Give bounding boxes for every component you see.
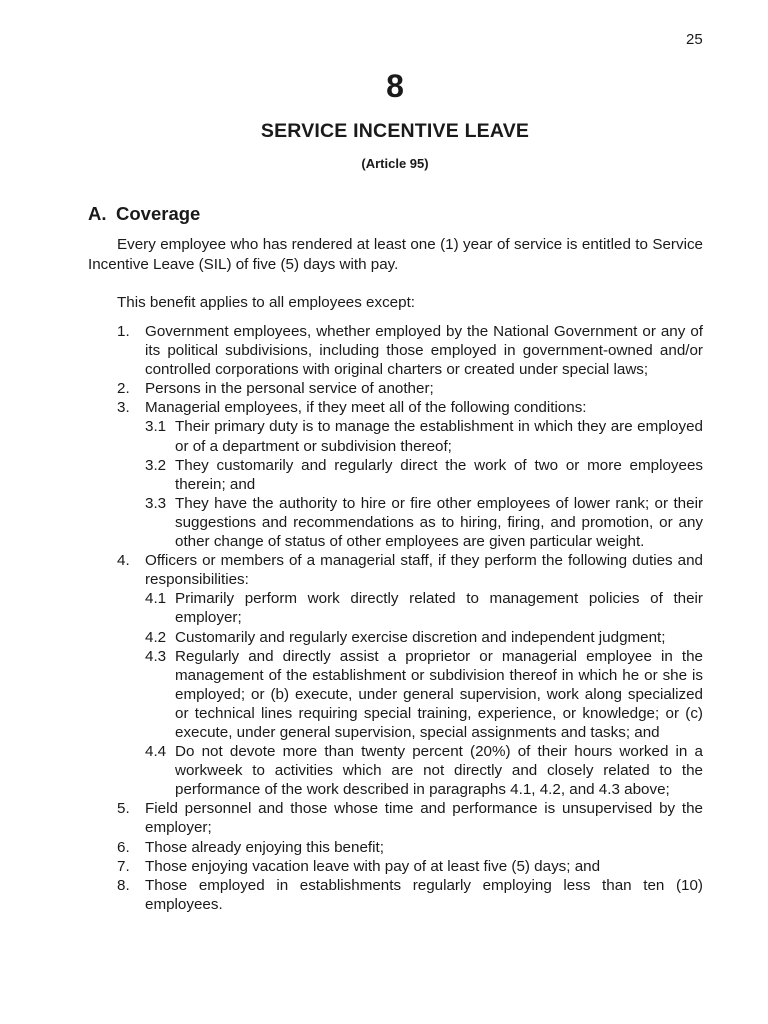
exceptions-list	[117, 322, 703, 914]
item-number: 8.	[117, 876, 130, 894]
sub-list-item	[145, 417, 703, 455]
sub-item-number: 4.1	[145, 590, 167, 608]
coverage-paragraph: Every employee who has rendered at least one (1) year of service is entitled to Service Incentive Leave (SIL) of five (5) days with pay.	[88, 236, 703, 273]
sub-item-number: 3.3	[145, 494, 167, 512]
item-number: 4.	[117, 552, 130, 570]
sub-list-item	[145, 628, 703, 647]
item-text: Officers or members of a managerial staff, if they perform the following duties and responsibilities:	[145, 552, 703, 589]
item-number: 1.	[117, 323, 130, 340]
sub-item-text: They have the authority to hire or fire other employees of lower rank; or their suggestions and recommendations as to hiring, firing, and promotion, or any other change of status of other employees are given particular weight.	[175, 494, 703, 551]
item-text: Those already enjoying this benefit;	[145, 838, 384, 856]
item-text: Those employed in establishments regularly employing less than ten (10) employees.	[145, 876, 703, 913]
list-item	[117, 398, 703, 551]
item-text: Government employees, whether employed by the National Government or any of its political subdivisions, including those employed in government-owned and/or controlled corporations with original charters or created under special laws;	[145, 323, 703, 379]
item-text: Persons in the personal service of another;	[145, 380, 434, 398]
sub-item-number: 4.4	[145, 743, 167, 761]
sub-item-number: 4.3	[145, 647, 167, 665]
item-text: Those enjoying vacation leave with pay of at least five (5) days; and	[145, 857, 601, 875]
chapter-title: SERVICE INCENTIVE LEAVE	[260, 120, 530, 142]
sub-item-text: Customarily and regularly exercise discretion and independent judgment;	[175, 628, 666, 646]
sub-list	[145, 417, 703, 551]
list-item	[117, 838, 703, 857]
section-heading	[88, 203, 200, 225]
item-text: Field personnel and those whose time and performance is unsupervised by the employer;	[145, 800, 703, 837]
item-text: Managerial employees, if they meet all of the following conditions:	[145, 399, 587, 417]
sub-item-number: 3.1	[145, 418, 167, 436]
item-number: 2.	[117, 380, 130, 398]
sub-item-text: They customarily and regularly direct the work of two or more employees therein; and	[175, 456, 703, 493]
item-number: 7.	[117, 857, 130, 875]
list-item	[117, 799, 703, 837]
list-item	[117, 876, 703, 914]
exceptions-intro: This benefit applies to all employees except:	[117, 294, 416, 311]
list-item	[117, 551, 703, 799]
list-item	[117, 857, 703, 876]
sub-item-text: Do not devote more than twenty percent (20%) of their hours worked in a workweek to activities which are not directly and closely related to the performance of the work described in paragraphs 4.1, 4.2, and 4.3 above;	[175, 743, 703, 799]
page-number: 25	[686, 31, 703, 48]
article-reference: (Article 95)	[361, 156, 429, 171]
sub-list-item	[145, 742, 703, 799]
sub-list-item	[145, 647, 703, 742]
sub-list	[145, 589, 703, 799]
list-item	[117, 322, 703, 379]
item-number: 3.	[117, 399, 130, 417]
sub-list-item	[145, 589, 703, 627]
sub-item-text: Regularly and directly assist a proprietor or managerial employee in the management of the establishment or subdivision thereof in which he or she is employed; or (b) execute, under general supervision, work along specialized or technical lines requiring special training, experience, or knowledge; or (c) execute, under general supervision, special assignments and tasks; and	[175, 647, 703, 741]
sub-item-number: 4.2	[145, 628, 167, 646]
item-number: 6.	[117, 838, 130, 856]
sub-item-text: Their primary duty is to manage the establishment in which they are employed or of a department or subdivision thereof;	[175, 418, 703, 455]
chapter-number: 8	[386, 68, 404, 104]
item-number: 5.	[117, 800, 130, 818]
section-letter: A.	[88, 203, 107, 224]
sub-item-text: Primarily perform work directly related to management policies of their employer;	[175, 590, 703, 627]
sub-list-item	[145, 494, 703, 551]
section-title: Coverage	[116, 203, 201, 224]
sub-list-item	[145, 456, 703, 494]
list-item	[117, 379, 703, 398]
sub-item-number: 3.2	[145, 456, 167, 474]
